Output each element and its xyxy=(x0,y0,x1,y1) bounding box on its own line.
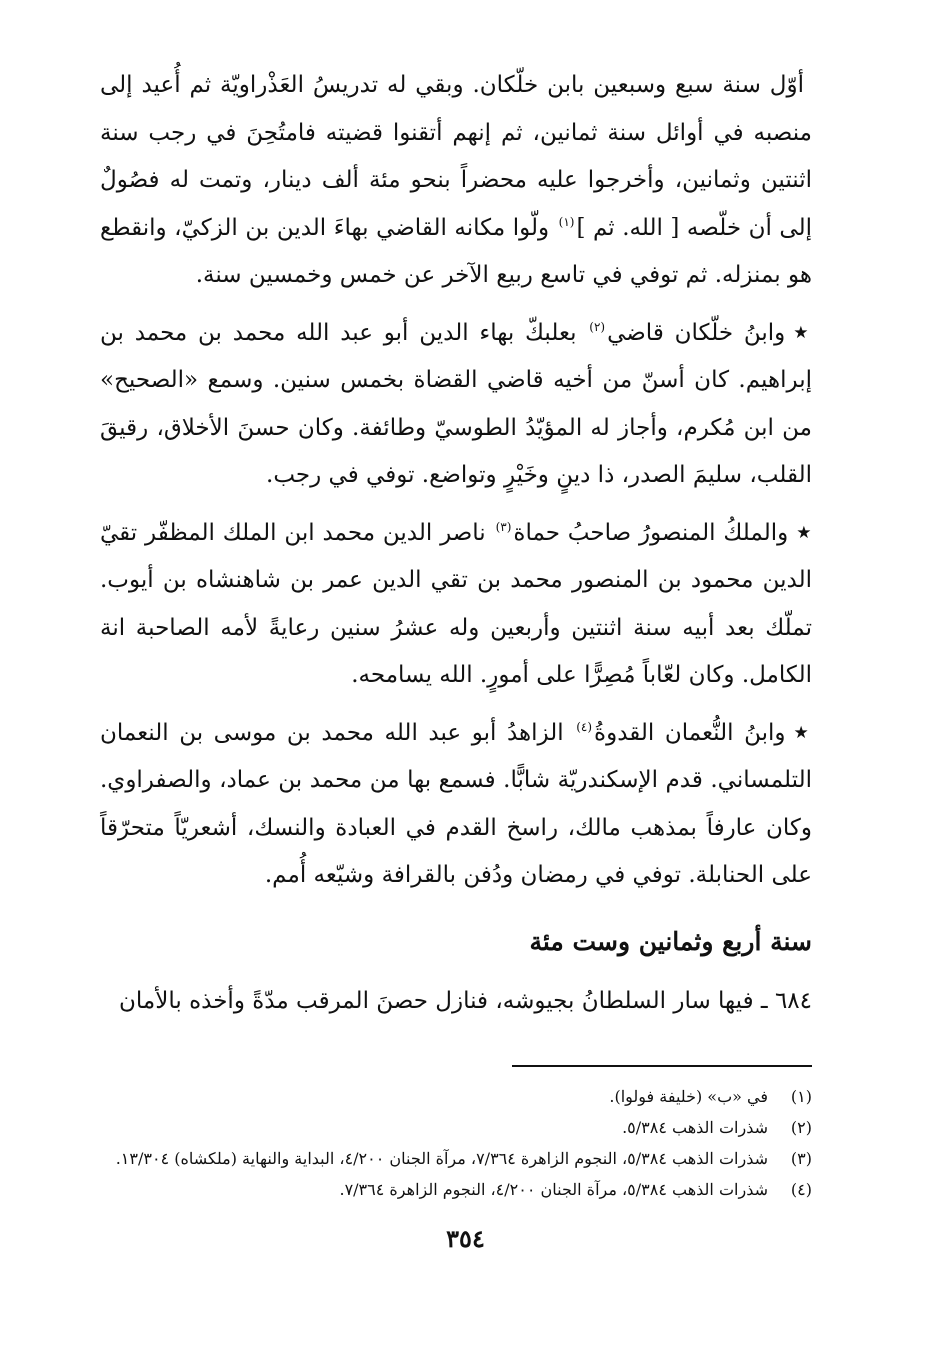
star-marker: ★ xyxy=(793,722,813,743)
paragraph-text-before: وابنُ النُّعمان القدوةُ xyxy=(594,719,786,746)
footnote-text: شذرات الذهب ٥/٣٨٤، مرآة الجنان ٤/٢٠٠، النجوم الزاهرة ٧/٣٦٤. xyxy=(339,1180,768,1199)
footnote-ref[interactable]: (١) xyxy=(558,214,575,229)
paragraph-text-after: بعلبكّ بهاء الدين أبو عبد الله محمد بن محمد بن إبراهيم. كان أسنّ من أخيه قاضي القضاة بخمس سنين. وسمع «الصحيح» من ابن مُكرم، وأجاز له المؤيّدُ الطوسيّ وطائفة. وكان حسنَ الأخلاق، رقيقَ القلب، سليمَ الصدر، ذا دينٍ وخَيْرٍ وتواضع. توفي في رجب. xyxy=(100,319,812,488)
paragraph-text-before: وابنُ خلّكان قاضي xyxy=(607,319,786,346)
star-marker: ★ xyxy=(796,522,812,543)
section-heading: سنة أربع وثمانين وست مئة xyxy=(529,926,812,956)
year-entry: ٦٨٤ ـ فيها سار السلطانُ بجيوشه، فنازل حصنَ المرقب مدّةً وأخذه بالأمان xyxy=(119,987,812,1014)
footnote-item xyxy=(100,1143,812,1174)
paragraph-obituary-ibn-khallikan xyxy=(100,310,812,500)
footnote-divider xyxy=(512,1065,812,1067)
paragraph-text-before: والملكُ المنصورُ صاحبُ حماة xyxy=(513,519,789,546)
main-text xyxy=(100,62,812,1025)
paragraph-text-after: ناصر الدين محمد ابن الملك المظفّر تقيّ الدين محمود بن المنصور محمد بن تقي الدين عمر بن شاهنشاه بن أيوب. تملّك بعد أبيه سنة اثنتين وأربعين وله عشرُ سنين رعايةً لأمه الصاحبة انة الكامل. وكان لعّاباً مُصِرًّا على أمورٍ. الله يسامحه. xyxy=(100,519,812,688)
footnote-number: (٤) xyxy=(790,1180,812,1199)
page-number: ٣٥٤ xyxy=(446,1224,485,1253)
paragraph-continuation xyxy=(100,62,812,300)
paragraph-text-before: أوّل سنة سبع وسبعين بابن خلّكان. وبقي له تدريسُ العَذْراويّة ثم أُعيد إلى منصبه في أوائل سنة ثمانين، ثم إنهم أتقنوا قضيته فامتُحِنَ في رجب سنة اثنتين وثمانين، وأخرجوا عليه محضراً بنحو مئة ألف دينار، وتمت له فصُولٌ إلى أن خلّصه [ الله. ثم ] xyxy=(100,72,812,241)
paragraph-obituary-ibn-al-numan xyxy=(100,710,812,900)
footnote-item xyxy=(100,1112,812,1143)
footnote-number: (١) xyxy=(790,1087,812,1106)
book-page xyxy=(100,62,812,1302)
footnote-item xyxy=(100,1081,812,1112)
star-marker: ★ xyxy=(793,322,812,343)
footnote-text: شذرات الذهب ٥/٣٨٤. xyxy=(622,1118,768,1137)
footnote-ref[interactable]: (٢) xyxy=(589,319,606,334)
footnote-number: (٢) xyxy=(790,1118,812,1137)
paragraph-text-after: الزاهدُ أبو عبد الله محمد بن موسى بن النعمان التلمساني. قدم الإسكندريّة شابًّا. فسمع بها من محمد بن عماد، والصفراوي. وكان عارفاً بمذهب مالك، راسخ القدم في العبادة والنسك، أشعريّاً متحرّقاً على الحنابلة. توفي في رمضان ودُفن بالقرافة وشيّعه أُمم. xyxy=(100,719,812,888)
paragraph-obituary-al-mansur xyxy=(100,510,812,700)
footnotes xyxy=(100,1081,812,1205)
footnote-ref[interactable]: (٤) xyxy=(576,719,593,734)
footnote-number: (٣) xyxy=(790,1149,812,1168)
footnote-text: شذرات الذهب ٥/٣٨٤، النجوم الزاهرة ٧/٣٦٤، مرآة الجنان ٤/٢٠٠، البداية والنهاية (ملكشاه) ١٣/٣٠٤. xyxy=(115,1149,768,1168)
footnote-ref[interactable]: (٣) xyxy=(495,519,512,534)
footnote-text: في «ب» (خليفة فولوا). xyxy=(609,1087,768,1106)
paragraph-text-after: ولّوا مكانه القاضي بهاءَ الدين بن الزكيّ، وانقطع هو بمنزله. ثم توفي في تاسع ربيع الآخر عن خمس وخمسين سنة. xyxy=(100,214,812,288)
footnote-item xyxy=(100,1174,812,1205)
